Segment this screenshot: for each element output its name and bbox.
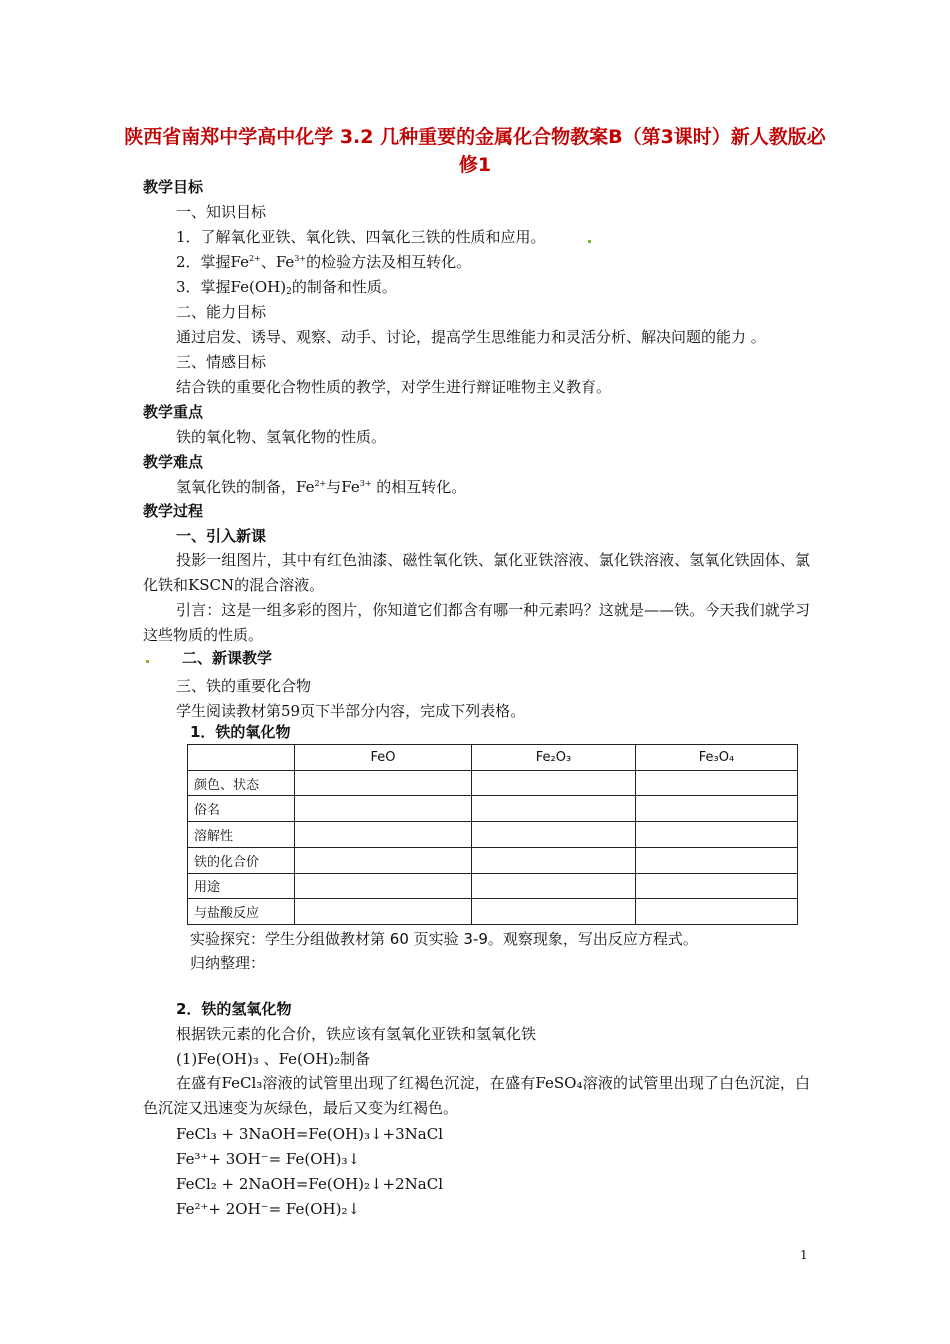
table-header-row <box>188 745 798 771</box>
row-label: 溶解性 <box>188 822 295 848</box>
table-cell[interactable] <box>472 873 636 899</box>
table-cell[interactable] <box>295 770 472 796</box>
table-row <box>188 899 798 925</box>
table-cell[interactable] <box>636 873 798 899</box>
read-task: 学生阅读教材第59页下半部分内容，完成下列表格。 <box>176 702 526 720</box>
row-label: 铁的化合价 <box>188 847 295 873</box>
document-title: 陕西省南郑中学高中化学 3.2 几种重要的金属化合物教案B（第3课时）新人教版必修1 <box>124 126 826 176</box>
table-row <box>188 847 798 873</box>
equation-1: FeCl₃ + 3NaOH=Fe(OH)₃↓+3NaCl <box>176 1125 443 1143</box>
table-header-cell: Fe₂O₃ <box>472 745 636 771</box>
table-cell[interactable] <box>295 847 472 873</box>
preparation-heading: (1)Fe(OH)₃ 、Fe(OH)₂制备 <box>176 1050 371 1068</box>
table-header-cell: Fe₃O₄ <box>636 745 798 771</box>
page-number: 1 <box>800 1248 808 1262</box>
key-points-heading: 教学重点 <box>143 403 204 421</box>
speck-mark <box>588 240 591 243</box>
table-header-cell <box>188 745 295 771</box>
table-cell[interactable] <box>472 770 636 796</box>
table-cell[interactable] <box>295 796 472 822</box>
table-cell[interactable] <box>472 847 636 873</box>
table-cell[interactable] <box>472 796 636 822</box>
speck-mark <box>146 660 149 663</box>
equation-2: Fe³⁺+ 3OH⁻= Fe(OH)₃↓ <box>176 1150 361 1168</box>
table-cell[interactable] <box>636 822 798 848</box>
intro-paragraph-1: 投影一组图片，其中有红色油漆、磁性氧化铁、氯化亚铁溶液、氯化铁溶液、氢氧化铁固体、氯化铁和KSCN的混合溶液。 <box>143 551 810 594</box>
table-row <box>188 873 798 899</box>
table-cell[interactable] <box>636 770 798 796</box>
table-cell[interactable] <box>636 796 798 822</box>
row-label: 俗名 <box>188 796 295 822</box>
equation-3: FeCl₂ + 2NaOH=Fe(OH)₂↓+2NaCl <box>176 1175 443 1193</box>
intro-heading: 一、引入新课 <box>176 527 267 545</box>
emotion-heading: 三、情感目标 <box>176 353 267 371</box>
key-points-text: 铁的氧化物、氢氧化物的性质。 <box>176 428 387 446</box>
row-label: 颜色、状态 <box>188 770 295 796</box>
table-row <box>188 822 798 848</box>
knowledge-heading: 一、知识目标 <box>176 203 267 221</box>
new-lesson-heading: 二、新课教学 <box>182 649 273 667</box>
table-cell[interactable] <box>636 847 798 873</box>
preparation-paragraph: 在盛有FeCl₃溶液的试管里出现了红褐色沉淀，在盛有FeSO₄溶液的试管里出现了白色沉淀，白色沉淀又迅速变为灰绿色，最后又变为红褐色。 <box>143 1074 810 1117</box>
iron-oxide-table <box>187 744 798 925</box>
row-label: 与盐酸反应 <box>188 899 295 925</box>
knowledge-item-1: 1．了解氧化亚铁、氧化铁、四氧化三铁的性质和应用。 <box>176 228 546 246</box>
ability-text: 通过启发、诱导、观察、动手、讨论，提高学生思维能力和灵活分析、解决问题的能力 。 <box>176 328 766 346</box>
oxide-table-caption: 1．铁的氧化物 <box>190 723 291 741</box>
table-cell[interactable] <box>295 899 472 925</box>
table-cell[interactable] <box>295 873 472 899</box>
table-row <box>188 770 798 796</box>
table-cell[interactable] <box>636 899 798 925</box>
experiment-text: 实验探究：学生分组做教材第 60 页实验 3-9。观察现象，写出反应方程式。 <box>190 930 698 948</box>
table-row <box>188 796 798 822</box>
difficulties-text: 氢氧化铁的制备，$Fe^{2+}$与$Fe^{3+}$ 的相互转化。 <box>176 478 467 496</box>
summary-text: 归纳整理： <box>190 954 266 972</box>
emotion-text: 结合铁的重要化合物性质的教学，对学生进行辩证唯物主义教育。 <box>176 378 612 396</box>
table-cell[interactable] <box>295 822 472 848</box>
knowledge-item-2: 2．掌握$Fe^{2+}$、$Fe^{3+}$的检验方法及相互转化。 <box>176 253 472 271</box>
table-header-cell: FeO <box>295 745 472 771</box>
difficulties-heading: 教学难点 <box>143 453 204 471</box>
table-cell[interactable] <box>472 899 636 925</box>
process-heading: 教学过程 <box>143 502 204 520</box>
section-3-heading: 三、铁的重要化合物 <box>176 677 312 695</box>
knowledge-item-3: 3．掌握$Fe(OH)_2$的制备和性质。 <box>176 278 397 297</box>
hydroxides-heading: 2．铁的氢氧化物 <box>176 1000 292 1018</box>
equation-4: Fe²⁺+ 2OH⁻= Fe(OH)₂↓ <box>176 1200 361 1218</box>
intro-paragraph-2: 引言：这是一组多彩的图片，你知道它们都含有哪一种元素吗？这就是——铁。今天我们就学习这些物质的性质。 <box>143 601 810 644</box>
ability-heading: 二、能力目标 <box>176 303 267 321</box>
hydroxides-intro: 根据铁元素的化合价，铁应该有氢氧化亚铁和氢氧化铁 <box>176 1025 537 1043</box>
row-label: 用途 <box>188 873 295 899</box>
table-cell[interactable] <box>472 822 636 848</box>
objectives-heading: 教学目标 <box>143 178 204 196</box>
